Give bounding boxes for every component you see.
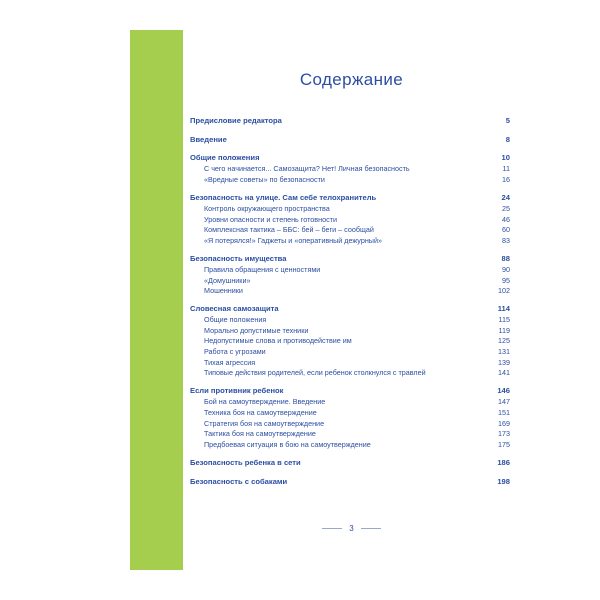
toc-entry-label: Общие положения (204, 315, 267, 325)
toc-entry-label: Работа с угрозами (204, 347, 266, 357)
toc-entry[interactable] (190, 266, 510, 273)
toc-entry-page-number: 10 (501, 153, 510, 163)
toc-entry[interactable] (190, 348, 510, 355)
toc-entry[interactable] (190, 176, 510, 183)
table-of-contents-panel (183, 30, 520, 570)
toc-entry-label: Бой на самоутверждение. Введение (204, 397, 326, 407)
toc-entry[interactable] (190, 165, 510, 172)
toc-entry-page-number: 5 (505, 116, 510, 125)
toc-entry-page-number: 88 (501, 253, 510, 263)
toc-entry-label: Тихая агрессия (204, 357, 256, 367)
toc-entry-label: Безопасность имущества (190, 253, 287, 263)
toc-entry-label: Тактика боя на самоутверждение (204, 429, 316, 439)
toc-entry-label: Стратегия боя на самоутверждение (204, 418, 325, 428)
toc-entry-page-number: 46 (502, 214, 510, 224)
toc-entry-page-number: 125 (498, 336, 510, 346)
toc-entry[interactable] (190, 154, 510, 162)
toc-entry-label: Техника боя на самоутверждение (204, 408, 317, 418)
toc-entry[interactable] (190, 316, 510, 323)
toc-entry-page-number: 131 (498, 347, 510, 357)
toc-entry-page-number: 95 (502, 275, 510, 285)
page-title: Содержание (299, 70, 404, 89)
toc-entry-page-number: 139 (498, 357, 510, 367)
toc-entry-page-number: 102 (498, 286, 510, 296)
toc-entry-page-number: 119 (498, 325, 510, 335)
toc-entry-label: Безопасность на улице. Сам себе телохранитель (190, 192, 377, 202)
toc-entry-page-number: 115 (498, 315, 510, 325)
toc-entry-page-number: 146 (497, 386, 510, 396)
toc-entry-page-number: 198 (497, 476, 510, 486)
toc-entry-label: Предбоевая ситуация в бою на самоутверждение (204, 439, 371, 449)
toc-entry-page-number: 114 (497, 304, 510, 314)
toc-entry[interactable] (190, 255, 510, 263)
toc-entry-page-number: 141 (498, 368, 510, 378)
decorative-green-bar (130, 30, 183, 570)
toc-entry[interactable] (190, 459, 510, 467)
toc-entry[interactable] (190, 327, 510, 334)
toc-entry-label: Если противник ребенок (190, 386, 284, 396)
toc-entry[interactable] (190, 420, 510, 427)
toc-entry[interactable] (190, 369, 510, 376)
toc-entry-page-number: 169 (498, 418, 510, 428)
footer-rule-right (361, 528, 381, 529)
toc-entry-label: Предисловие редактора (190, 116, 282, 125)
toc-entry[interactable] (190, 387, 510, 395)
toc-entry-label: Мошенники (204, 286, 243, 296)
toc-entry-label: Введение (190, 134, 227, 144)
toc-entry[interactable] (190, 237, 510, 244)
toc-entry[interactable] (190, 216, 510, 223)
toc-entry-page-number: 25 (502, 203, 510, 213)
toc-entry[interactable] (190, 409, 510, 416)
toc-entry-page-number: 151 (498, 408, 510, 418)
toc-entry-page-number: 173 (498, 429, 510, 439)
toc-list (183, 117, 520, 485)
toc-entry[interactable] (190, 205, 510, 212)
toc-entry-page-number: 175 (498, 439, 510, 449)
toc-entry[interactable] (190, 359, 510, 366)
toc-entry[interactable] (190, 277, 510, 284)
toc-entry[interactable] (190, 398, 510, 405)
toc-entry[interactable] (190, 441, 510, 448)
toc-entry-page-number: 186 (497, 458, 510, 468)
toc-entry-label: Общие положения (190, 153, 260, 163)
toc-entry[interactable] (190, 136, 510, 144)
toc-entry[interactable] (190, 117, 510, 125)
toc-entry[interactable] (190, 337, 510, 344)
toc-entry-label: Недопустимые слова и противодействие им (204, 336, 352, 346)
toc-entry-label: Правила обращения с ценностями (204, 264, 321, 274)
toc-entry-label: Уровни опасности и степень готовности (204, 214, 337, 224)
toc-entry[interactable] (190, 226, 510, 233)
toc-entry-label: «Домушники» (204, 275, 251, 285)
page-footer (183, 524, 520, 533)
footer-page-number: 3 (349, 524, 354, 534)
toc-entry-label: Словесная самозащита (190, 304, 279, 314)
toc-entry-label: С чего начинается... Самозащита? Нет! Личная безопасность (204, 164, 410, 174)
toc-entry-page-number: 11 (502, 164, 510, 174)
toc-entry[interactable] (190, 305, 510, 313)
toc-entry-page-number: 16 (502, 174, 510, 184)
toc-entry[interactable] (190, 430, 510, 437)
toc-entry-label: Комплексная тактика – ББС: бей – беги – сообщай (204, 225, 374, 235)
toc-entry-page-number: 147 (498, 397, 510, 407)
toc-entry-page-number: 60 (502, 225, 510, 235)
toc-entry-label: «Я потерялся!» Гаджеты и «оперативный дежурный» (204, 235, 382, 245)
toc-entry-label: Безопасность с собаками (190, 476, 288, 486)
toc-entry-label: «Вредные советы» по безопасности (204, 174, 325, 184)
toc-entry-page-number: 90 (502, 264, 510, 274)
toc-entry-page-number: 83 (502, 235, 510, 245)
toc-entry[interactable] (190, 194, 510, 202)
toc-entry-page-number: 24 (501, 192, 510, 202)
footer-rule-left (322, 528, 342, 529)
toc-entry-label: Безопасность ребенка в сети (190, 458, 301, 468)
toc-entry-page-number: 8 (505, 134, 510, 144)
toc-entry-label: Типовые действия родителей, если ребенок столкнулся с травлей (204, 368, 426, 378)
toc-entry-label: Морально допустимые техники (204, 325, 309, 335)
toc-entry-label: Контроль окружающего пространства (204, 203, 330, 213)
toc-entry[interactable] (190, 287, 510, 294)
toc-entry[interactable] (190, 478, 510, 486)
